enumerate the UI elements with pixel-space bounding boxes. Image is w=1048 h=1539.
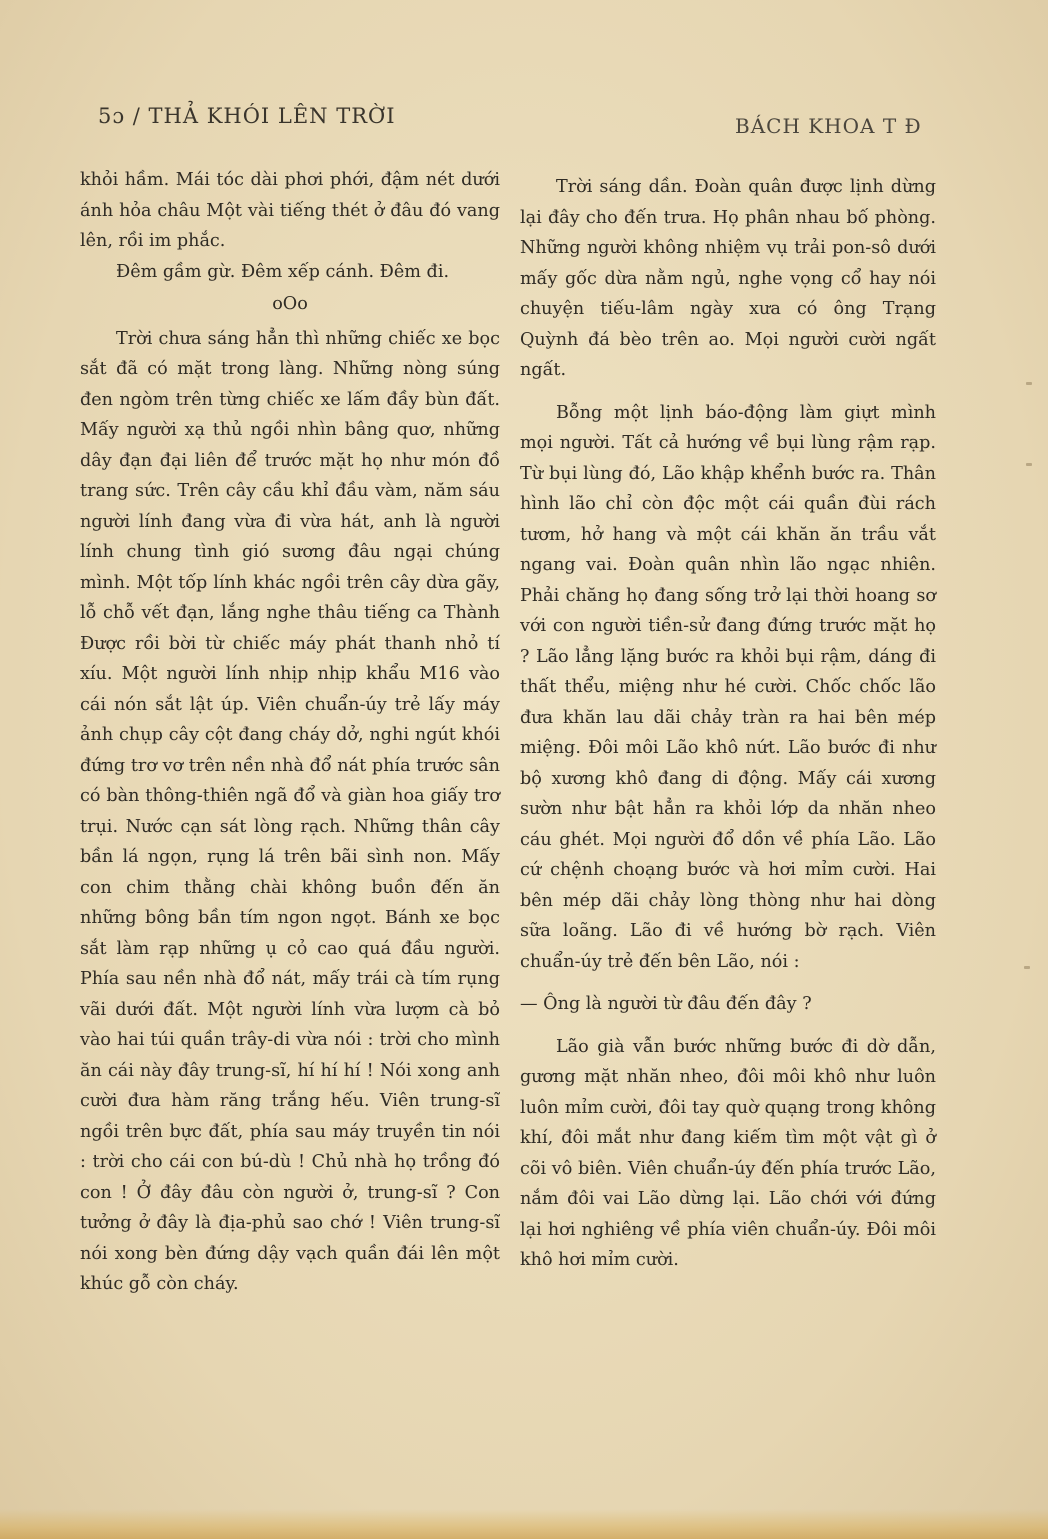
- right-paragraph-2: Bỗng một lịnh báo-động làm giựt mình mọi người. Tất cả hướng về bụi lùng rậm rạp. Từ bụi lùng đó, Lão khập khểnh bước ra. Thân hình lão chỉ còn độc một cái quần đùi rách tươm, hở hang và một cái khăn ăn trầu vắt ngang vai. Đoàn quân nhìn lão ngạc nhiên. Phải chăng họ đang sống trở lại thời hoang sơ với con người tiền-sử đang đứng trước mặt họ ? Lão lẳng lặng bước ra khỏi bụi rậm, dáng đi thất thểu, miệng như hé cười. Chốc chốc lão đưa khăn lau dãi chảy tràn ra hai bên mép miệng. Đôi môi Lão khô nứt. Lão bước đi như bộ xương khô đang di động. Mấy cái xương sườn như bật hẳn ra khỏi lớp da nhăn nheo cáu ghét. Mọi người đổ dồn về phía Lão. Lão cứ chệnh choạng bước và hơi mỉm cười. Hai bên mép dãi chảy lòng thòng như hai dòng sữa loãng. Lão đi về hướng bờ rạch. Viên chuẩn-úy trẻ đến bên Lão, nói :: [520, 402, 936, 972]
- left-paragraph-2: Đêm gầm gừ. Đêm xếp cánh. Đêm đi.: [116, 261, 450, 282]
- paper-stain: [0, 1509, 1048, 1539]
- right-paragraph-4: Lão già vẫn bước những bước đi dờ dẫn, gương mặt nhăn nheo, đôi môi khô như luôn luôn mỉm cười, đôi tay quờ quạng trong không khí, đôi mắt như đang kiếm tìm một vật gì ở cõi vô biên. Viên chuẩn-úy đến phía trước Lão, nắm đôi vai Lão dừng lại. Lão chới với đứng lại hơi nghiêng về phía viên chuẩn-úy. Đôi môi khô hơi mỉm cười.: [520, 1036, 936, 1270]
- edge-speck: [1026, 463, 1032, 466]
- dialogue-line: — Ông là người từ đâu đến đây ?: [520, 994, 812, 1014]
- right-paragraph-1: Trời sáng dần. Đoàn quân được lịnh dừng lại đây cho đến trưa. Họ phân nhau bố phòng. Những người không nhiệm vụ trải pon-sô dưới mấy gốc dừa nằm ngủ, nghe vọng cổ hay nói chuyện tiếu-lâm ngày xưa có ông Trạng Quỳnh đá bèo trên ao. Mọi người cười ngất ngất.: [520, 177, 936, 380]
- left-paragraph-3: Trời chưa sáng hẳn thì những chiếc xe bọc sắt đã có mặt trong làng. Những nòng súng đen ngòm trên từng chiếc xe lấm đầy bùn đất. Mấy người xạ thủ ngồi nhìn bâng quơ, những dây đạn đại liên để trước mặt họ như món đồ trang sức. Trên cây cầu khỉ đầu vàm, năm sáu người lính đang vừa đi vừa hát, anh là người lính chung tình gió sương đâu ngại chúng mình. Một tốp lính khác ngồi trên cây dừa gãy, lỗ chỗ vết đạn, lắng nghe thâu tiếng ca Thành Được rồi bời từ chiếc máy phát thanh nhỏ tí xíu. Một người lính nhịp nhịp khẩu M16 vào cái nón sắt lật úp. Viên chuẩn-úy trẻ lấy máy ảnh chụp cây cột đang cháy dở, nghi ngút khói đứng trơ vơ trên nền nhà đổ nát phía trước sân có bàn thông-thiên ngã đổ và giàn hoa giấy trơ trụi. Nước cạn sát lòng rạch. Những thân cây bần lá ngọn, rụng lá trên bãi sình non. Mấy con chim thằng chài không buồn đến ăn những bông bần tím ngon ngọt. Bánh xe bọc sắt làm rạp những ụ cỏ cao quá đầu người. Phía sau nền nhà đổ nát, mấy trái cà tím rụng vãi dưới đất. Một người lính vừa lượm cà bỏ vào hai túi quần trây-di vừa nói : trời cho mình ăn cái này đây trung-sĩ, hí hí hí ! Nói xong anh cười đưa hàm răng trắng hếu. Viên trung-sĩ ngồi trên bực đất, phía sau máy truyền tin nói : trời cho cái con bú-dù ! Chủ nhà họ trồng đó con ! Ở đây đâu còn người ở, trung-sĩ ? Con tưởng ở đây là địa-phủ sao chớ ! Viên trung-sĩ nói xong bèn đứng dậy vạch quần đái lên một khúc gỗ còn cháy.: [80, 328, 500, 1294]
- page-header: [0, 100, 1048, 140]
- edge-speck: [1026, 382, 1032, 385]
- running-head-right: BÁCH KHOA T Đ: [735, 114, 922, 138]
- left-column: [80, 165, 500, 1300]
- left-paragraph-1: khỏi hầm. Mái tóc dài phơi phới, đậm nét dưới ánh hỏa châu Một vài tiếng thét ở đâu đó vang lên, rồi im phắc.: [80, 170, 500, 251]
- right-column: [520, 172, 936, 1276]
- running-head-left: 5ɔ / THẢ KHÓI LÊN TRỜI: [98, 104, 396, 128]
- section-separator: oOo: [272, 294, 308, 314]
- edge-speck: [1024, 966, 1030, 969]
